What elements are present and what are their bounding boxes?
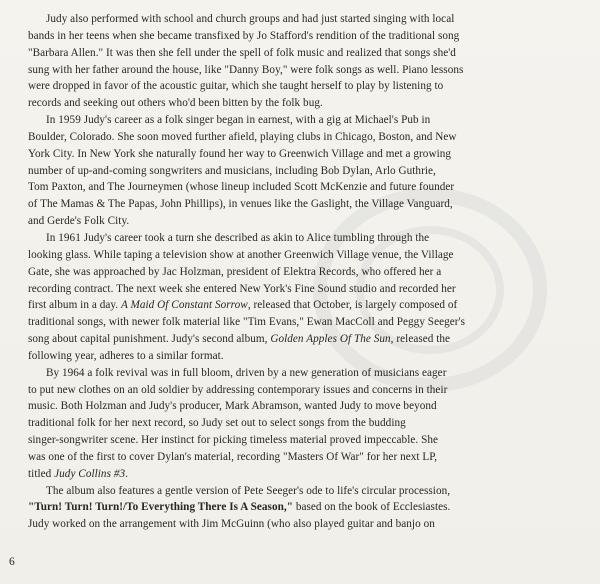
album-title: A Maid Of Constant Sorrow [120, 299, 248, 312]
paragraph-4: By 1964 a folk revival was in full bloom, driven by a new generation of musicians eager to put new clothes on an old soldier by addressing contemporary issues and concerns in their music. Both Holzman and Judy's producer, Mark Abramson, wanted Judy to move beyond traditional folk for her next record, so Judy set out to select songs from the budding singer-songwriter scene. Her instinct for picking timeless material proved impeccable. She was one of the first to cover Dylan's material, recording "Masters Of War" for her next LP, titled Judy Collins #3. [28, 365, 576, 483]
paragraph-5: The album also features a gentle version of Pete Seeger's ode to life's circular procession, "Turn! Turn! Turn!/To Everything There Is A Season," based on the book of Ecclesiastes. Judy worked on the arrangement with Jim McGuinn (who also played guitar and banjo on [28, 483, 576, 534]
line-with-album-title: first album in a day. A Maid Of Constant Sorrow, released that October, is largely composed of [28, 299, 458, 312]
body-text [28, 11, 576, 533]
album-title: Judy Collins #3 [54, 467, 126, 480]
paragraph-1: Judy also performed with school and church groups and had just started singing with local bands in her teens when she became transfixed by Jo Stafford's rendition of the traditional song "Barbara Allen." It was then she fell under the spell of folk music and realized that songs she'd sung with her father around the house, like "Danny Boy," were folk songs as well. Piano lessons were dropped in favor of the acoustic guitar, which she taught herself to play by listening to records and seeking out others who'd been bitten by the folk bug. [28, 13, 464, 110]
album-title: Golden Apples Of The Sun [270, 333, 391, 346]
paragraph-2: In 1959 Judy's career as a folk singer began in earnest, with a gig at Michael's Pub in Boulder, Colorado. She soon moved further afield, playing clubs in Chicago, Boston, and New York City. In New York she naturally found her way to Greenwich Village and met a growing number of up-and-coming songwriters and musicians, including Bob Dylan, Arlo Guthrie, Tom Paxton, and The Journeymen (whose lineup included Scott McKenzie and future founder of The Mamas & The Papas, John Phillips), in venues like the Gaslight, the Village Vanguard, and Gerde's Folk City. [28, 114, 457, 228]
paragraph-3: In 1961 Judy's career took a turn she described as akin to Alice tumbling through the looking glass. While taping a television show at another Greenwich Village venue, the Village Gate, she was approached by Jac Holzman, president of Elektra Records, who offered her a recording contract. The next week she entered New York's Fine Sound studio and recorded her first album in a day. A Maid Of Constant Sorrow, released that October, is largely composed of traditional songs, with newer folk material like "Tim Evans," Ewan MacColl and Peggy Seeger's song about capital punishment. Judy's second album, Golden Apples Of The Sun, released the following year, adheres to a similar format. [28, 230, 576, 365]
song-title: "Turn! Turn! Turn!/To Everything There Is A Season," [28, 501, 293, 514]
line-with-album-title: titled Judy Collins #3. [28, 467, 128, 480]
line-with-album-title: song about capital punishment. Judy's second album, Golden Apples Of The Sun, released the [28, 333, 451, 346]
page-number: 6 [9, 556, 15, 568]
line-with-song-title: "Turn! Turn! Turn!/To Everything There Is A Season," based on the book of Ecclesiastes. [28, 501, 451, 514]
